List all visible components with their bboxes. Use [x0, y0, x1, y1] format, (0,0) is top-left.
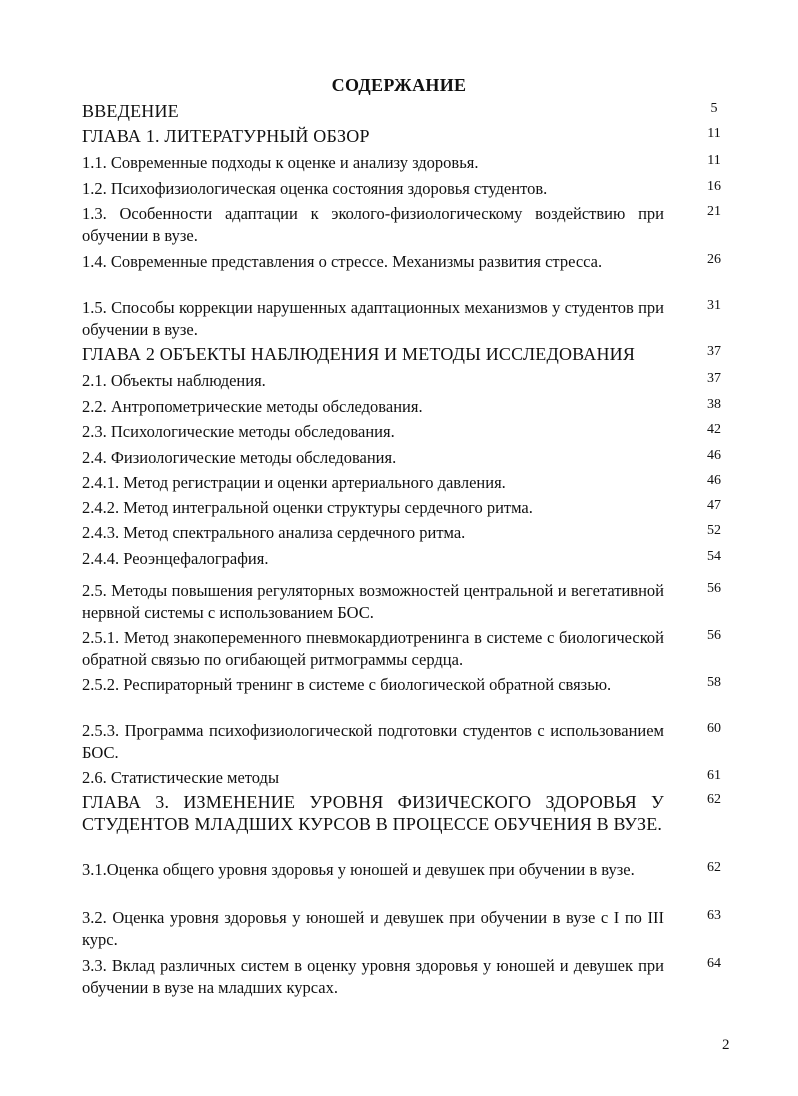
- toc-entry-page: 47: [707, 498, 721, 513]
- page-number: 2: [722, 1037, 730, 1053]
- toc-entry-page: 42: [707, 422, 721, 437]
- toc-entry-page: 11: [707, 153, 721, 168]
- toc-entry-page: 37: [707, 344, 721, 359]
- toc-entry-page: 54: [707, 549, 721, 564]
- toc-entry-text: 1.5. Способы коррекции нарушенных адаптационных механизмов у студентов при обучении в вузе.: [82, 298, 664, 339]
- toc-entry-page: 46: [707, 473, 721, 488]
- toc-entry-page: 60: [707, 721, 721, 736]
- toc-entry-text: 2.4.2. Метод интегральной оценки структуры сердечного ритма.: [82, 498, 533, 517]
- toc-entry-text: 2.4.4. Реоэнцефалография.: [82, 549, 269, 568]
- toc-entry-page: 56: [707, 628, 721, 643]
- toc-entry-page: 58: [707, 675, 721, 690]
- toc-entry-text: 2.4.1. Метод регистрации и оценки артериального давления.: [82, 473, 506, 492]
- toc-entry-text: 2.5.2. Респираторный тренинг в системе с биологической обратной связью.: [82, 675, 612, 694]
- toc-entry-page: 62: [707, 792, 721, 807]
- toc-entry-text: 3.1.Оценка общего уровня здоровья у юношей и девушек при обучении в вузе.: [82, 860, 635, 879]
- toc-entry-text: 3.3. Вклад различных систем в оценку уровня здоровья у юношей и девушек при обучении в вузе на младших курсах.: [82, 956, 664, 997]
- toc-entry-page: 52: [707, 523, 721, 538]
- toc-entry-text: ГЛАВА 1. ЛИТЕРАТУРНЫЙ ОБЗОР: [82, 126, 370, 146]
- toc-entry-page: 21: [707, 204, 721, 219]
- toc-entry-page: 16: [707, 179, 721, 194]
- toc-entry-text: ВВЕДЕНИЕ: [82, 101, 179, 121]
- toc-entry-page: 31: [707, 298, 721, 313]
- toc-entry-page: 5: [710, 101, 718, 116]
- toc-entry-text: ГЛАВА 3. ИЗМЕНЕНИЕ УРОВНЯ ФИЗИЧЕСКОГО ЗДОРОВЬЯ У СТУДЕНТОВ МЛАДШИХ КУРСОВ В ПРОЦЕССЕ ОБУЧЕНИЯ В ВУЗЕ.: [82, 792, 664, 834]
- toc-entry-text: 2.3. Психологические методы обследования.: [82, 422, 395, 441]
- toc-entry-text: 2.6. Статистические методы: [82, 768, 280, 787]
- toc-entry-text: 2.2. Антропометрические методы обследования.: [82, 397, 423, 416]
- toc-entry-text: 2.4.3. Метод спектрального анализа сердечного ритма.: [82, 523, 466, 542]
- toc-entry-page: 63: [707, 908, 721, 923]
- toc-entry-text: 1.2. Психофизиологическая оценка состояния здоровья студентов.: [82, 179, 548, 198]
- toc-entry-text: 2.4. Физиологические методы обследования.: [82, 448, 397, 467]
- toc-entry-page: 46: [707, 448, 721, 463]
- toc-entry-page: 38: [707, 397, 721, 412]
- toc-entry-page: 64: [707, 956, 721, 971]
- toc-entry-text: 2.5. Методы повышения регуляторных возможностей центральной и вегетативной нервной системы с использованием БОС.: [82, 581, 664, 622]
- toc-entry-page: 62: [707, 860, 721, 875]
- toc-entry-text: ГЛАВА 2 ОБЪЕКТЫ НАБЛЮДЕНИЯ И МЕТОДЫ ИССЛЕДОВАНИЯ: [82, 344, 636, 364]
- toc-entry-page: 37: [707, 371, 721, 386]
- toc-entry-page: 61: [707, 768, 721, 783]
- toc-entry-text: 3.2. Оценка уровня здоровья у юношей и девушек при обучении в вузе с I по III курс.: [82, 908, 664, 949]
- toc-entry-text: 2.1. Объекты наблюдения.: [82, 371, 266, 390]
- page-title: СОДЕРЖАНИЕ: [331, 75, 467, 95]
- toc-entry-page: 26: [707, 252, 721, 267]
- toc-entry-page: 56: [707, 581, 721, 596]
- toc-entry-text: 1.4. Современные представления о стрессе. Механизмы развития стресса.: [82, 252, 603, 271]
- toc-entry-text: 2.5.1. Метод знакопеременного пневмокардиотренинга в системе с биологической обратной связью по огибающей ритмограммы сердца.: [82, 628, 664, 669]
- toc-entry-text: 1.3. Особенности адаптации к эколого-физиологическому воздействию при обучении в вузе.: [82, 204, 664, 245]
- toc-entry-text: 1.1. Современные подходы к оценке и анализу здоровья.: [82, 153, 479, 172]
- toc-entry-page: 11: [707, 126, 721, 141]
- toc-entry-text: 2.5.3. Программа психофизиологической подготовки студентов с использованием БОС.: [82, 721, 664, 762]
